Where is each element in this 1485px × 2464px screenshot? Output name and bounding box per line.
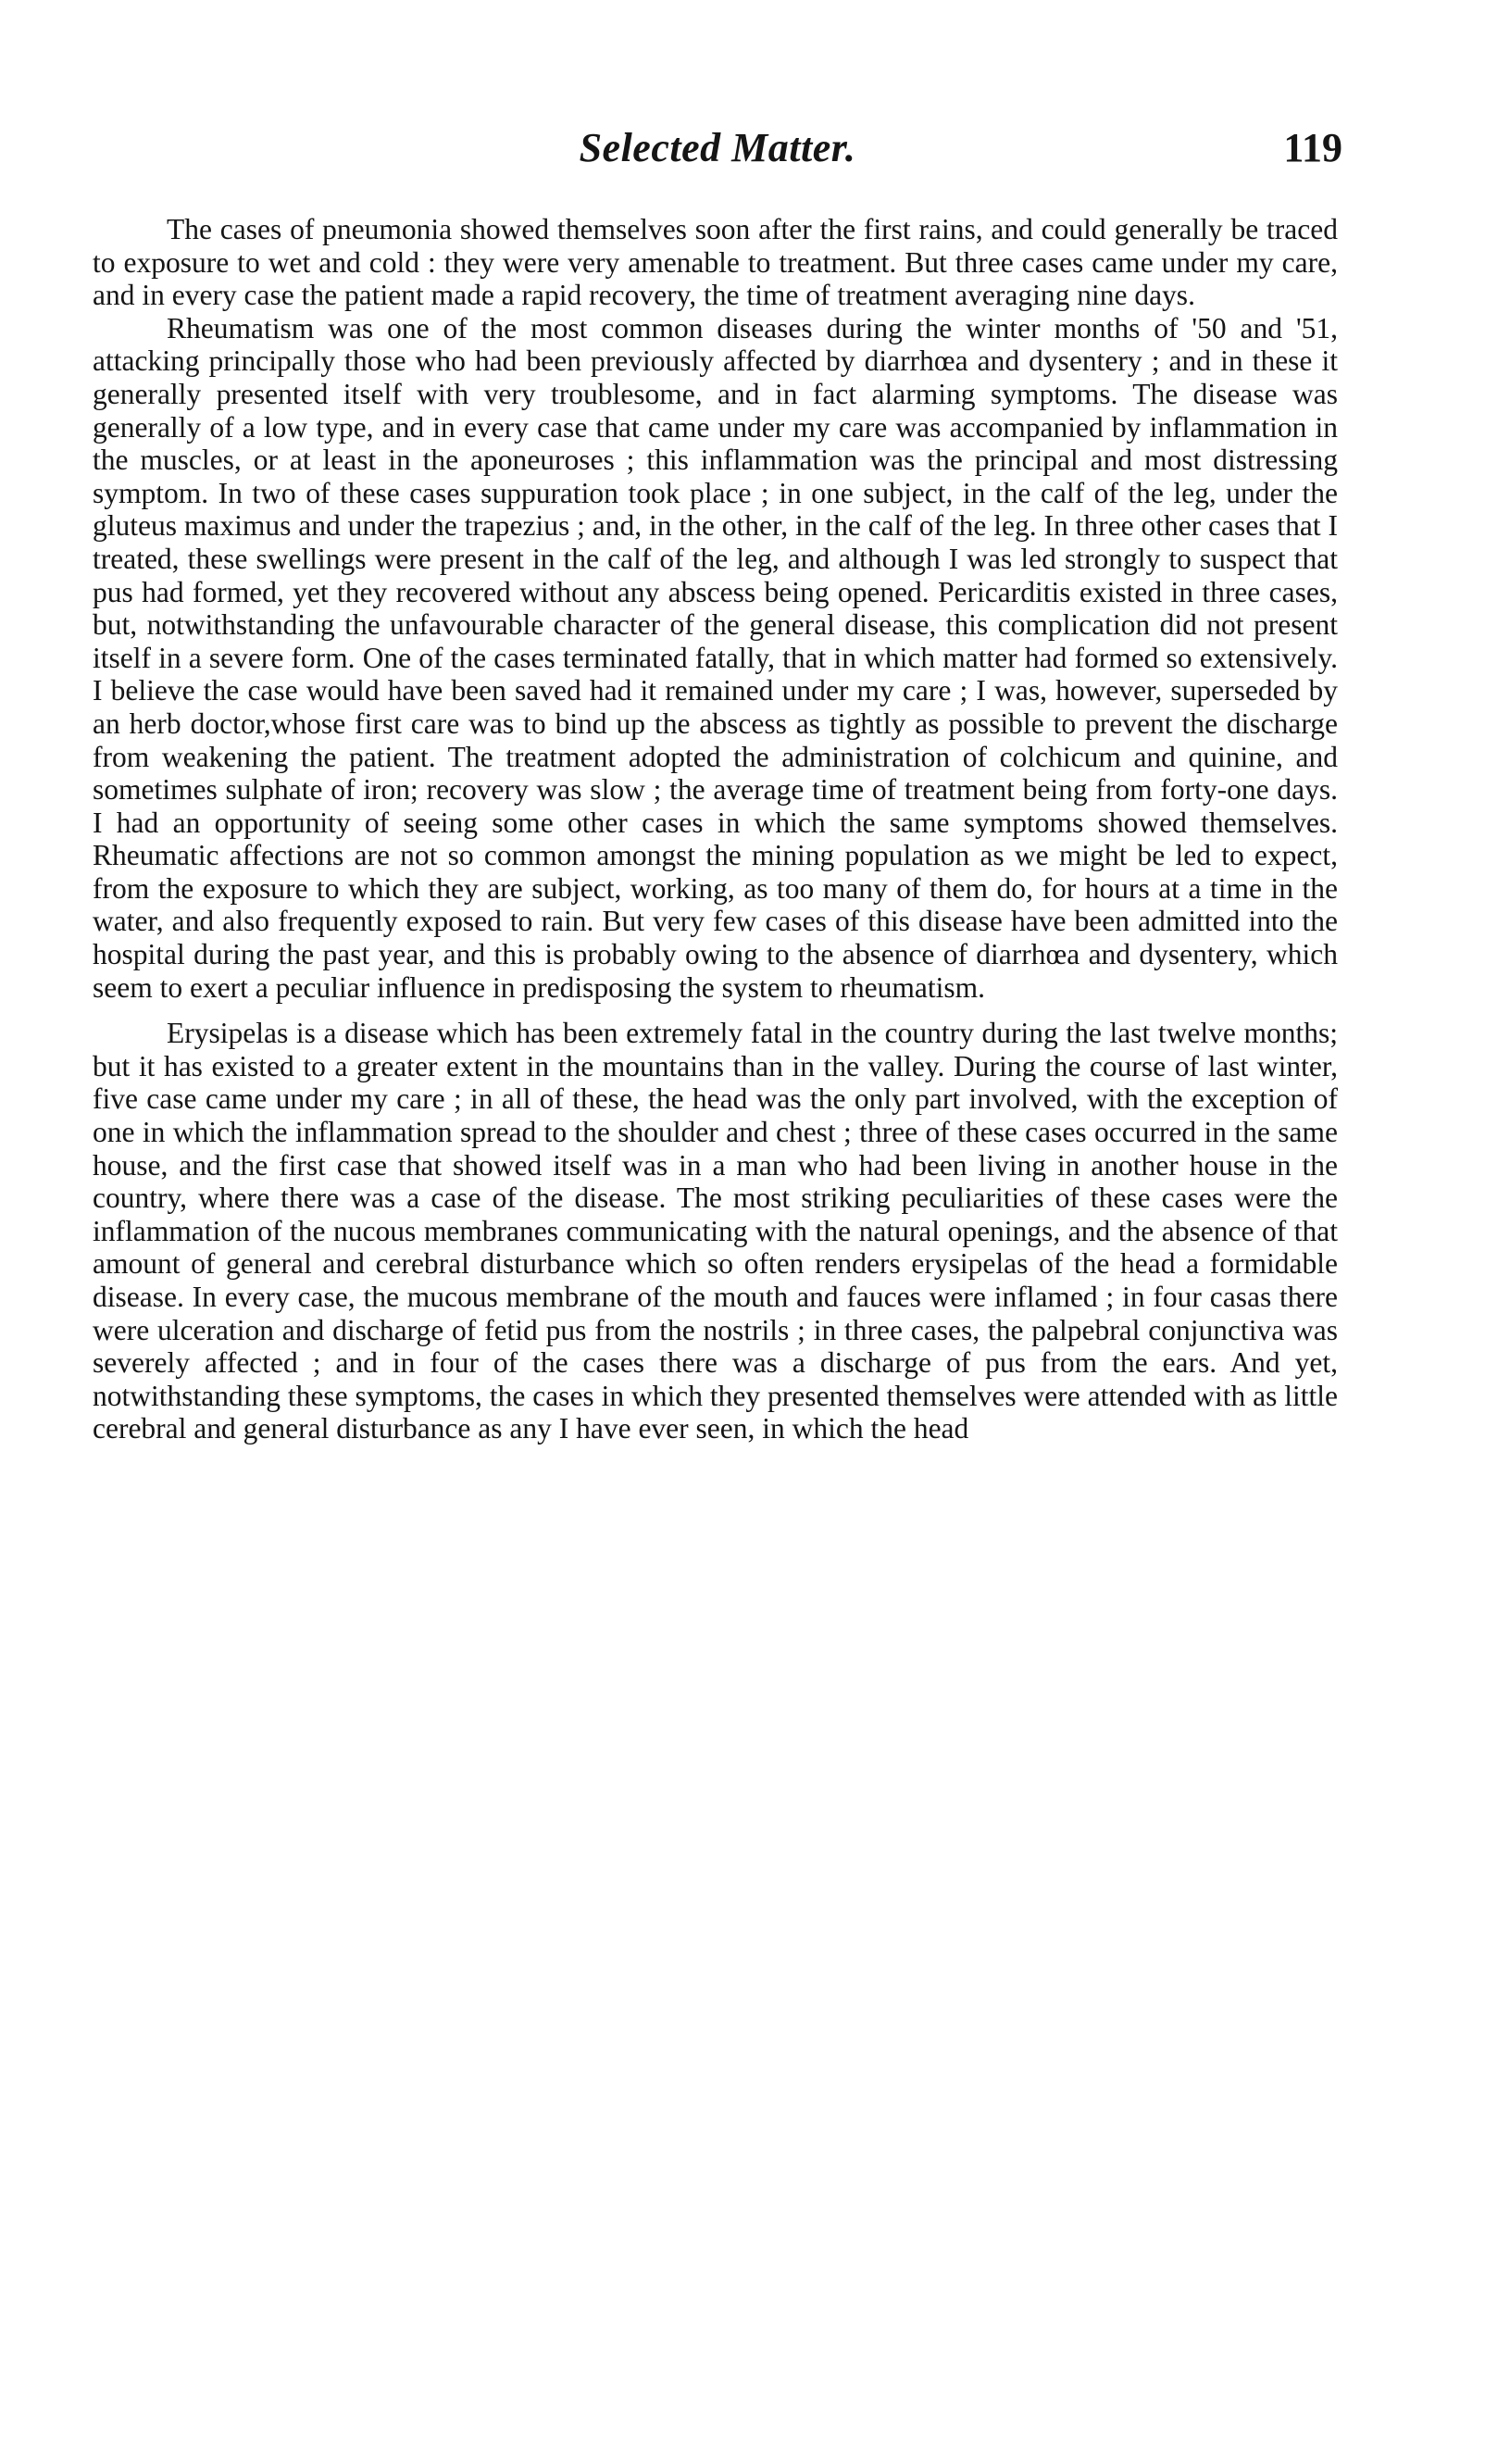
body-text	[93, 213, 1338, 1445]
paragraph-pneumonia: The cases of pneumonia showed themselves soon after the first rains, and could generally be traced to exposure to wet and cold : they were very amenable to treatment. But three cases came under my care, and in every case the patient made a rapid recovery, the time of treatment averaging nine days.	[93, 213, 1338, 312]
running-title: Selected Matter.	[579, 125, 856, 170]
page-number: 119	[1283, 125, 1342, 170]
paragraph-erysipelas: Erysipelas is a disease which has been extremely fatal in the country during the last twelve months; but it has existed to a greater extent in the mountains than in the valley. During the course of last winter, five case came under my care ; in all of these, the head was the only part involved, with the exception of one in which the inflammation spread to the shoulder and chest ; three of these cases occurred in the same house, and the first case that showed itself was in a man who had been living in another house in the country, where there was a case of the disease. The most striking peculiarities of these cases were the inflammation of the nucous membranes communicating with the natural openings, and the absence of that amount of general and cerebral disturbance which so often renders erysipelas of the head a formidable disease. In every case, the mucous membrane of the mouth and fauces were inflamed ; in four casas there were ulceration and discharge of fetid pus from the nostrils ; in three cases, the palpebral conjunctiva was severely affected ; and in four of the cases there was a discharge of pus from the ears. And yet, notwithstanding these symptoms, the cases in which they presented themselves were attended with as little cerebral and general disturbance as any I have ever seen, in which the head	[93, 1017, 1338, 1445]
running-head	[93, 120, 1342, 185]
paragraph-rheumatism: Rheumatism was one of the most common diseases during the winter months of '50 and '51, attacking principally those who had been previously affected by diarrhœa and dysentery ; and in these it generally presented itself with very troublesome, and in fact alarming symptoms. The disease was generally of a low type, and in every case that came under my care was accompanied by inflammation in the muscles, or at least in the aponeuroses ; this inflammation was the principal and most distressing symptom. In two of these cases suppuration took place ; in one subject, in the calf of the leg, under the gluteus maximus and under the trapezius ; and, in the other, in the calf of the leg. In three other cases that I treated, these swellings were present in the calf of the leg, and although I was led strongly to suspect that pus had formed, yet they recovered without any abscess being opened. Pericarditis existed in three cases, but, notwithstanding the unfavourable character of the general disease, this complication did not present itself in a severe form. One of the cases terminated fatally, that in which matter had formed so extensively. I believe the case would have been saved had it remained under my care ; I was, however, superseded by an herb doctor,whose first care was to bind up the abscess as tightly as possible to prevent the discharge from weakening the patient. The treatment adopted the administration of colchicum and quinine, and sometimes sulphate of iron; recovery was slow ; the average time of treatment being from forty-one days. I had an opportunity of seeing some other cases in which the same symptoms showed themselves. Rheumatic affections are not so common amongst the mining population as we might be led to expect, from the exposure to which they are subject, working, as too many of them do, for hours at a time in the water, and also frequently exposed to rain. But very few cases of this disease have been admitted into the hospital during the past year, and this is probably owing to the absence of diarrhœa and dysentery, which seem to exert a peculiar influence in predisposing the system to rheumatism.	[93, 311, 1338, 1004]
